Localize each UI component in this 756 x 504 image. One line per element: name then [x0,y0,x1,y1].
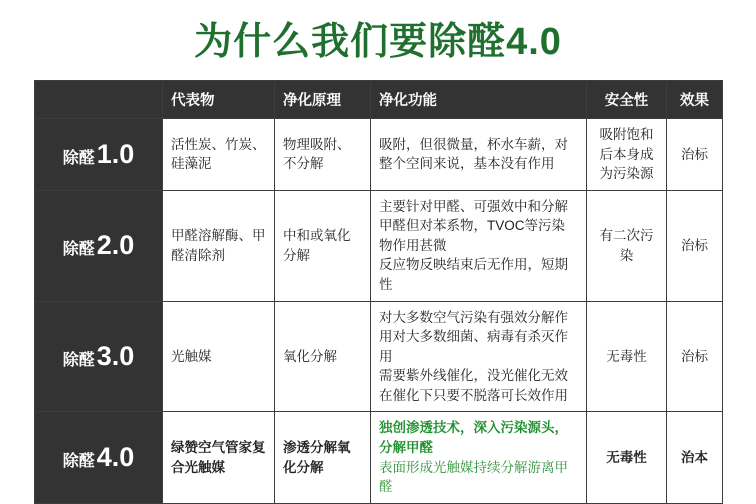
row-label-2 [35,190,163,301]
cell-function [371,118,587,190]
row-label-version: 2.0 [96,230,135,261]
cell-representative: 活性炭、竹炭、硅藻泥 [163,118,275,190]
table-header-row [35,80,723,118]
cell-representative: 绿赞空气管家复合光触媒 [163,412,275,503]
cell-function [371,190,587,301]
header-principle: 净化原理 [275,80,371,118]
row-label-version: 3.0 [96,341,135,372]
cell-principle: 中和或氧化分解 [275,190,371,301]
cell-effect: 治标 [667,190,723,301]
row-label-4 [35,412,163,503]
row-label-text: 除醛 [62,241,95,259]
cell-function-sub: 反应物反映结束后无作用，短期性 [379,257,568,293]
header-safety: 安全性 [587,80,667,118]
header-effect: 效果 [667,80,723,118]
table-row [35,412,723,503]
cell-safety: 有二次污染 [587,190,667,301]
cell-function-sub: 表面形成光触媒持续分解游离甲醛 [379,459,568,495]
cell-function-main: 主要针对甲醛、可强效中和分解甲醛但对苯系物，TVOC等污染物作用甚微 [379,198,568,253]
header-function: 净化功能 [371,80,587,118]
cell-safety: 无毒性 [587,301,667,412]
row-label-text: 除醛 [62,453,95,471]
cell-function [371,412,587,503]
row-label-version: 1.0 [96,138,135,169]
table-row [35,118,723,190]
cell-function [371,301,587,412]
cell-principle: 渗透分解氧化分解 [275,412,371,503]
cell-principle: 物理吸附、不分解 [275,118,371,190]
cell-safety: 无毒性 [587,412,667,503]
cell-principle: 氧化分解 [275,301,371,412]
cell-function-sub: 需要紫外线催化，没光催化无效在催化下只要不脱落可长效作用 [379,368,568,403]
header-corner [35,80,163,118]
cell-function-main: 独创渗透技术，深入污染源头，分解甲醛 [379,420,568,455]
cell-effect: 治标 [667,118,723,190]
cell-representative: 甲醛溶解酶、甲醛清除剂 [163,190,275,301]
row-label-version: 4.0 [96,442,135,473]
comparison-table-wrapper [34,80,722,504]
row-label-text: 除醛 [62,149,95,167]
cell-representative: 光触媒 [163,301,275,412]
cell-effect: 治标 [667,301,723,412]
comparison-table [34,80,723,504]
row-label-text: 除醛 [62,352,95,370]
cell-function-main: 吸附，但很微量，杯水车薪，对整个空间来说，基本没有作用 [379,136,568,172]
table-row [35,190,723,301]
table-row [35,301,723,412]
cell-safety: 吸附饱和后本身成为污染源 [587,118,667,190]
header-representative: 代表物 [163,80,275,118]
row-label-3 [35,301,163,412]
cell-function-main: 对大多数空气污染有强效分解作用对大多数细菌、病毒有杀灭作用 [379,309,568,364]
cell-effect: 治本 [667,412,723,503]
page-title: 为什么我们要除醛4.0 [194,21,562,63]
row-label-1 [35,118,163,190]
